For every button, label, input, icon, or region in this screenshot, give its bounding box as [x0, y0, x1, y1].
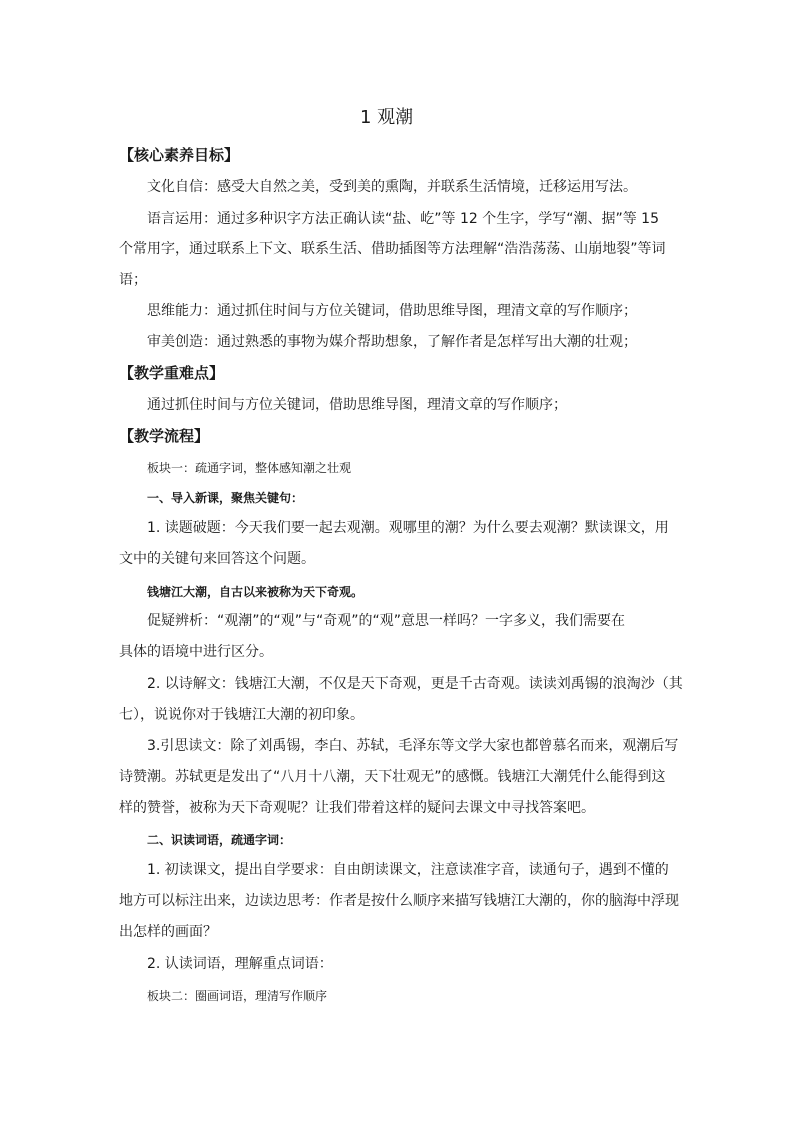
goal-culture: 文化自信：感受大自然之美，受到美的熏陶，并联系生活情境，迁移运用写法。: [147, 179, 637, 195]
goal-language-line-2: 个常用字，通过联系上下文、联系生活、借助插图等方法理解“浩浩荡荡、山崩地裂”等词: [119, 241, 666, 257]
paragraph-5-line-2: 地方可以标注出来，边读边思考：作者是按什么顺序来描写钱塘江大潮的，你的脑海中浮现: [119, 893, 679, 909]
paragraph-3-line-2: 七），说说你对于钱塘江大潮的初印象。: [119, 707, 364, 723]
paragraph-4-line-1: 3.引思读文：除了刘禹锡，李白、苏轼，毛泽东等文学大家也都曾慕名而来，观潮后写: [147, 738, 679, 754]
paragraph-2-line-2: 具体的语境中进行区分。: [119, 644, 273, 660]
goal-language-line-3: 语；: [119, 272, 147, 288]
core-goals-heading: 【核心素养目标】: [119, 146, 240, 164]
paragraph-5-line-1: 1. 初读课文，提出自学要求：自由朗读课文，注意读准字音，读通句子，遇到不懂的: [147, 862, 669, 878]
goal-language-line-1: 语言运用：通过多种识字方法正确认读“盐、屹”等 12 个生字，学写“潮、据”等 15: [147, 211, 659, 227]
paragraph-2-line-1: 促疑辨析：“观潮”的“观”与“奇观”的“观”意思一样吗？一字多义，我们需要在: [147, 613, 626, 629]
paragraph-3-line-1: 2. 以诗解文：钱塘江大潮，不仅是天下奇观，更是千古奇观。读读刘禹锡的浪淘沙（其: [147, 676, 683, 692]
key-points-text: 通过抓住时间与方位关键词，借助思维导图，理清文章的写作顺序；: [147, 397, 567, 413]
block-two-label: 板块二：圈画词语，理清写作顺序: [147, 989, 328, 1003]
block-one-label: 板块一：疏通字词，整体感知潮之壮观: [147, 461, 352, 475]
goal-thinking: 思维能力：通过抓住时间与方位关键词，借助思维导图，理清文章的写作顺序；: [147, 303, 637, 319]
key-points-heading: 【教学重难点】: [119, 364, 225, 382]
part-two-heading: 二、识读词语，疏通字词：: [147, 833, 292, 847]
paragraph-6: 2. 认读词语，理解重点词语：: [147, 956, 333, 972]
part-one-heading: 一、导入新课，聚焦关键句：: [147, 491, 304, 505]
paragraph-4-line-3: 样的赞誉，被称为天下奇观呢？让我们带着这样的疑问去课文中寻找答案吧。: [119, 800, 595, 816]
paragraph-5-line-3: 出怎样的画面？: [119, 924, 217, 940]
goal-aesthetic: 审美创造：通过熟悉的事物为媒介帮助想象，了解作者是怎样写出大潮的壮观；: [147, 334, 637, 350]
document-title: 1 观潮: [360, 107, 414, 128]
process-heading: 【教学流程】: [119, 427, 210, 445]
key-sentence: 钱塘江大潮，自古以来被称为天下奇观。: [147, 585, 364, 599]
paragraph-1-line-1: 1. 读题破题：今天我们要一起去观潮。观哪里的潮？为什么要去观潮？默读课文，用: [147, 520, 669, 536]
paragraph-4-line-2: 诗赞潮。苏轼更是发出了“八月十八潮，天下壮观无”的感慨。钱塘江大潮凭什么能得到这: [119, 769, 666, 785]
paragraph-1-line-2: 文中的关键句来回答这个问题。: [119, 551, 315, 567]
